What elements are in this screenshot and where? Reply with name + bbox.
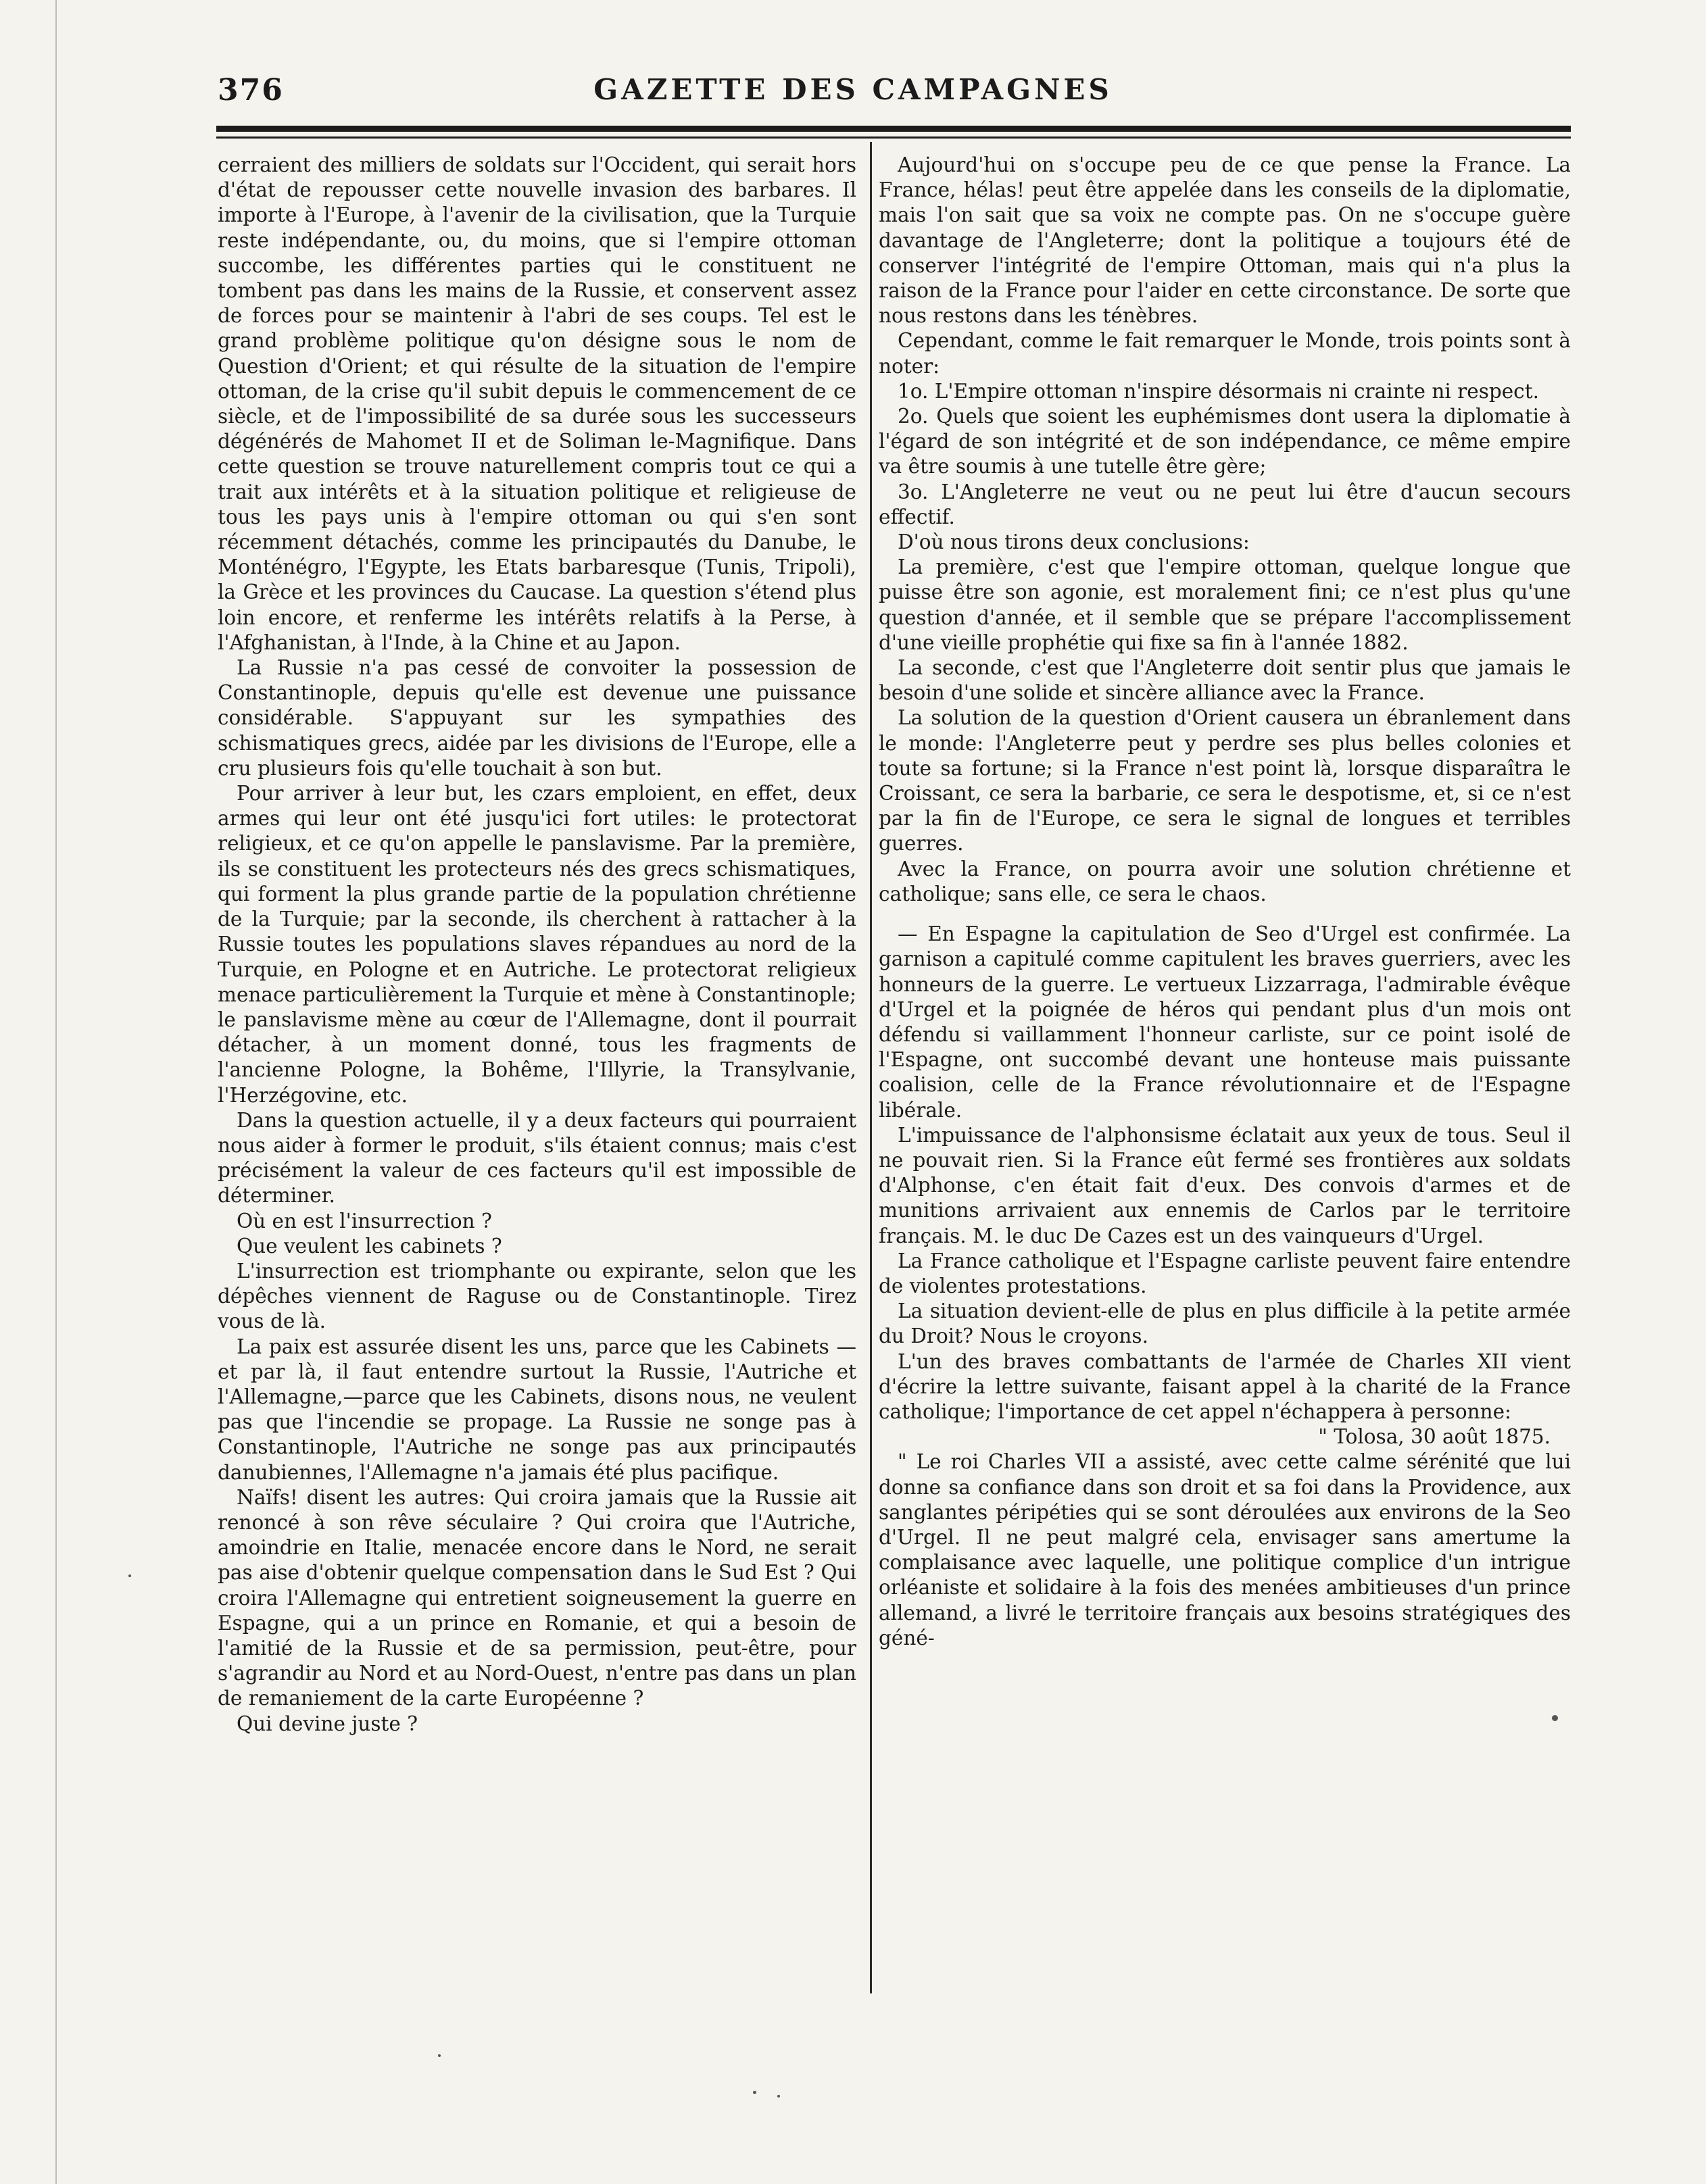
article-paragraph: L'impuissance de l'alphonsisme éclatait aux yeux de tous. Seul il ne pouvait rien. Si la France eût fermé ses frontières aux soldats d'Alphonse, c'en était fait d'eux. Des convois d'armes et de munitions arrivaient aux ennemis de Carlos par le territoire français. M. le duc De Cazes est un des vainqueurs d'Urgel. bbox=[879, 1123, 1571, 1247]
page-margin-line bbox=[55, 0, 57, 2184]
article-paragraph: Aujourd'hui on s'occupe peu de ce que pense la France. La France, hélas! peut être appelée dans les conseils de la diplomatie, mais l'on sait que sa voix ne compte pas. On ne s'occupe guère davantage de l'Angleterre; dont la politique a toujours été de conserver l'intégrité de l'empire Ottoman, mais qui n'a plus la raison de la France pour l'aider en cette circonstance. De sorte que nous restons dans les ténèbres. bbox=[879, 153, 1571, 328]
print-speck bbox=[753, 2091, 756, 2094]
numbered-point: 3o. L'Angleterre ne veut ou ne peut lui être d'aucun secours effectif. bbox=[879, 480, 1571, 528]
article-paragraph: D'où nous tirons deux conclusions: bbox=[898, 530, 1250, 554]
article-paragraph: La Russie n'a pas cessé de convoiter la possession de Constantinople, depuis qu'elle est devenue une puissance considérable. S'appuyant sur les sympathies des schismatiques grecs, aidée par les divisions de l'Europe, elle a cru plusieurs fois qu'elle touchait à son but. bbox=[218, 656, 856, 780]
article-paragraph: Avec la France, on pourra avoir une solution chrétienne et catholique; sans elle, ce sera le chaos. bbox=[879, 857, 1571, 905]
print-speck bbox=[128, 1574, 131, 1577]
article-paragraph: Que veulent les cabinets ? bbox=[237, 1234, 502, 1258]
article-paragraph: L'un des braves combattants de l'armée de Charles XII vient d'écrire la lettre suivante, faisant appel à la charité de la France catholique; l'importance de cet appel n'échappera à personne: bbox=[879, 1349, 1571, 1423]
article-paragraph: La seconde, c'est que l'Angleterre doit sentir plus que jamais le besoin d'une solide et sincère alliance avec la France. bbox=[879, 656, 1571, 705]
page-number: 376 bbox=[218, 73, 284, 107]
article-paragraph: Pour arriver à leur but, les czars emploient, en effet, deux armes qui leur ont été jusqu'ici fort utiles: le protectorat religieux, et ce qu'on appelle le panslavisme. Par la première, ils se constituent les protecteurs nés des grecs schismatiques, qui forment la plus grande partie de la population chrétienne de la Turquie; par la seconde, ils cherchent à rattacher à la Russie toutes les populations slaves répandues au nord de la Turquie, en Pologne et en Autriche. Le protectorat religieux menace particulièrement la Turquie et mène à Constantinople; le panslavisme mène au cœur de l'Allemagne, dont il pourrait détacher, à un moment donné, tous les fragments de l'ancienne Pologne, la Bohême, l'Illyrie, la Transylvanie, l'Herzégovine, etc. bbox=[218, 782, 856, 1107]
letter-dateline: " Tolosa, 30 août 1875. bbox=[1318, 1425, 1551, 1449]
article-paragraph: La France catholique et l'Espagne carliste peuvent faire entendre de violentes protestations. bbox=[879, 1249, 1571, 1297]
article-paragraph: La situation devient-elle de plus en plus difficile à la petite armée du Droit? Nous le croyons. bbox=[879, 1299, 1571, 1348]
article-paragraph: Dans la question actuelle, il y a deux facteurs qui pourraient nous aider à former le produit, s'ils étaient connus; mais c'est précisément la valeur de ces facteurs qu'il est impossible de déterminer. bbox=[218, 1108, 856, 1208]
letter-text: " Le roi Charles VII a assisté, avec cette calme sérénité que lui donne sa confiance dans son droit et sa foi dans la Providence, aux sanglantes péripéties qui se sont déroulées aux environs de la Seo d'Urgel. Il ne peut malgré cela, envisager sans amertume la complaisance avec laquelle, une politique complice d'un intrigue orléaniste et solidaire à la fois des menées ambitieuses d'un prince allemand, a livré le territoire français aux besoins stratégiques des géné- bbox=[879, 1450, 1571, 1649]
article-paragraph: Cependant, comme le fait remarquer le Monde, trois points sont à noter: bbox=[879, 329, 1571, 378]
article-paragraph: Où en est l'insurrection ? bbox=[237, 1209, 492, 1233]
numbered-point: 2o. Quels que soient les euphémismes dont usera la diplomatie à l'égard de son intégrité et de son indépendance, ce même empire va être soumis à une tutelle être gère; bbox=[879, 405, 1571, 478]
article-paragraph: La solution de la question d'Orient causera un ébranlement dans le monde: l'Angleterre peut y perdre ses plus belles colonies et toute sa fortune; si la France n'est point là, lorsque disparaîtra le Croissant, ce sera la barbarie, ce sera le despotisme, et, si ce n'est par la fin de l'Europe, ce sera le signal de longues et terribles guerres. bbox=[879, 706, 1571, 855]
print-speck bbox=[438, 2054, 441, 2057]
article-paragraph: Naïfs! disent les autres: Qui croira jamais que la Russie ait renoncé à son rêve séculaire ? Qui croira que l'Autriche, amoindrie en Italie, menacée encore dans le Nord, ne serait pas aise d'obtenir quelque compensation dans le Sud Est ? Qui croira l'Allemagne qui entretient soigneusement la guerre en Espagne, qui a un prince en Romanie, et qui a besoin de l'amitié de la Russie et de sa permission, peut-être, pour s'agrandir au Nord et au Nord-Ouest, n'entre pas dans un plan de remaniement de la carte Européenne ? bbox=[218, 1485, 856, 1710]
newspaper-title: GAZETTE DES CAMPAGNES bbox=[593, 73, 1113, 106]
left-column bbox=[218, 153, 856, 1737]
article-paragraph: cerraient des milliers de soldats sur l'Occident, qui serait hors d'état de repousser cette nouvelle invasion des barbares. Il importe à l'Europe, à l'avenir de la civilisation, que la Turquie reste indépendante, ou, du moins, que si l'empire ottoman succombe, les différentes parties qui le constituent ne tombent pas dans les mains de la Russie, et conservent assez de forces pour se maintenir à l'abri de ses coups. Tel est le grand problème politique qu'on désigne sous le nom de Question d'Orient; et qui résulte de la situation de l'empire ottoman, de la crise qu'il subit depuis le commencement de ce siècle, et de l'impossibilité de sa durée sous les successeurs dégénérés de Mahomet II et de Soliman le-Magnifique. Dans cette question se trouve naturellement compris tout ce qui a trait aux intérêts et à la situation politique et religieuse de tous les pays unis à l'empire ottoman ou qui s'en sont récemment détachés, comme les principautés du Danube, le Monténégro, l'Egypte, les Etats barbaresque (Tunis, Tripoli), la Grèce et les provinces du Caucase. La question s'étend plus loin encore, et renferme les intérêts relatifs à la Perse, à l'Afghanistan, à l'Inde, à la Chine et au Japon. bbox=[218, 153, 856, 654]
right-column bbox=[879, 153, 1571, 1651]
header-rule-thick bbox=[216, 126, 1571, 132]
header-rule-thin bbox=[216, 136, 1571, 139]
print-speck bbox=[777, 2095, 780, 2098]
article-paragraph: Qui devine juste ? bbox=[237, 1712, 418, 1735]
news-item-spain: — En Espagne la capitulation de Seo d'Urgel est confirmée. La garnison a capitulé comme capitulent les braves guerriers, avec les honneurs de la guerre. Le vertueux Lizzarraga, l'admirable évêque d'Urgel et la poignée de héros qui pendant plus d'un mois ont défendu si vaillamment l'honneur carliste, sur ce point isolé de l'Espagne, ont succombé devant une honteuse mais puissante coalision, celle de la France révolutionnaire et de l'Espagne libérale. bbox=[879, 922, 1571, 1122]
article-paragraph: La première, c'est que l'empire ottoman, quelque longue que puisse être son agonie, est moralement fini; ce n'est plus qu'une question d'année, et il semble que se prépare l'accomplissement d'une vieille prophétie qui fixe sa fin à l'année 1882. bbox=[879, 555, 1571, 654]
article-paragraph: La paix est assurée disent les uns, parce que les Cabinets —et par là, il faut entendre surtout la Russie, l'Autriche et l'Allemagne,—parce que les Cabinets, disons nous, ne veulent pas que l'incendie se propage. La Russie ne songe pas à Constantinople, l'Autriche ne songe pas aux principautés danubiennes, l'Allemagne n'a jamais été plus pacifique. bbox=[218, 1335, 856, 1484]
article-paragraph: L'insurrection est triomphante ou expirante, selon que les dépêches viennent de Raguse ou de Constantinople. Tirez vous de là. bbox=[218, 1259, 856, 1333]
print-speck bbox=[1552, 1715, 1558, 1721]
column-divider bbox=[870, 142, 872, 1993]
numbered-point: 1o. L'Empire ottoman n'inspire désormais ni crainte ni respect. bbox=[898, 379, 1539, 403]
